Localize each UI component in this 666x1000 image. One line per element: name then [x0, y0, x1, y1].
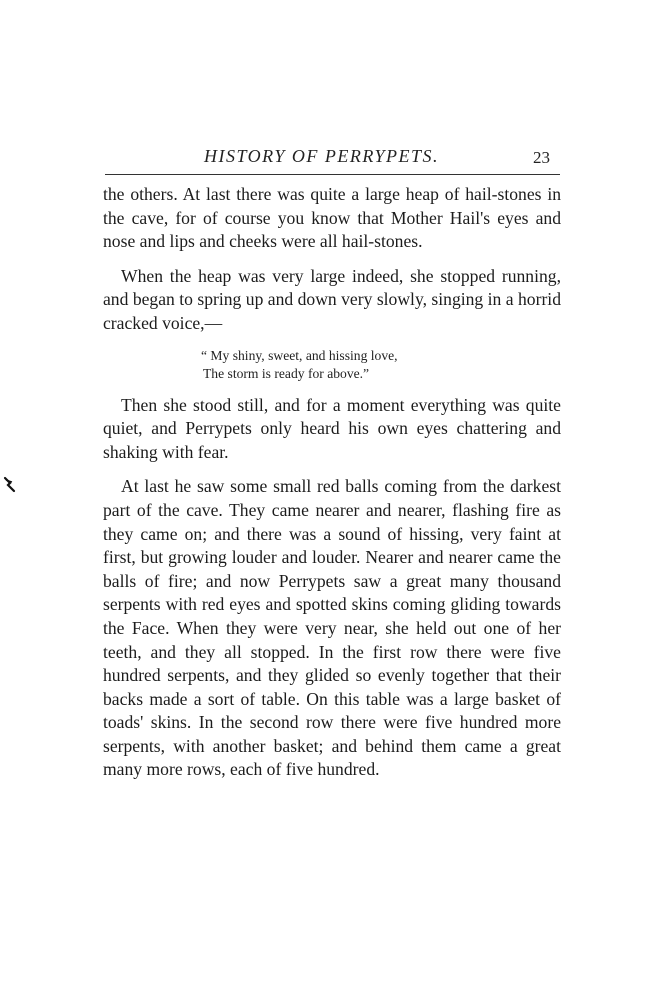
verse-line-2: The storm is ready for above.”	[203, 365, 370, 381]
running-head: HISTORY OF PERRYPETS.	[204, 146, 440, 166]
page-header	[120, 146, 550, 170]
verse-block	[201, 347, 561, 383]
page-number: 23	[533, 148, 550, 167]
verse-line-1: “ My shiny, sweet, and hissing love,	[201, 347, 398, 363]
paragraph-4: At last he saw some small red balls coming from the darkest part of the cave. They came nearer and nearer, flashing fire as they came on; and there was a sound of hissing, very faint at first, but growing louder and louder. Nearer and nearer came the balls of fire; and now Perrypets saw a great many thousand serpents with red eyes and spotted skins coming gliding towards the Face. When they were very near, she held out one of her teeth, and they all stopped. In the first row there were five hundred serpents, and they glided so evenly together that their backs made a sort of table. On this table was a large basket of toads' skins. In the second row there were five hundred more serpents, with another basket; and behind them came a great many more rows, each of five hundred.	[103, 476, 561, 780]
paragraph-1: the others. At last there was quite a large heap of hail-stones in the cave, for of course you know that Mother Hail's eyes and nose and lips and cheeks were all hail-stones.	[103, 184, 561, 252]
margin-mark-icon	[3, 476, 17, 494]
header-rule	[105, 174, 560, 175]
body-text	[103, 183, 561, 793]
paragraph-2: When the heap was very large indeed, she stopped running, and began to spring up and down very slowly, singing in a horrid cracked voice,—	[103, 265, 561, 333]
paragraph-3: Then she stood still, and for a moment everything was quite quiet, and Perrypets only heard his own eyes chattering and shaking with fear.	[103, 394, 561, 462]
